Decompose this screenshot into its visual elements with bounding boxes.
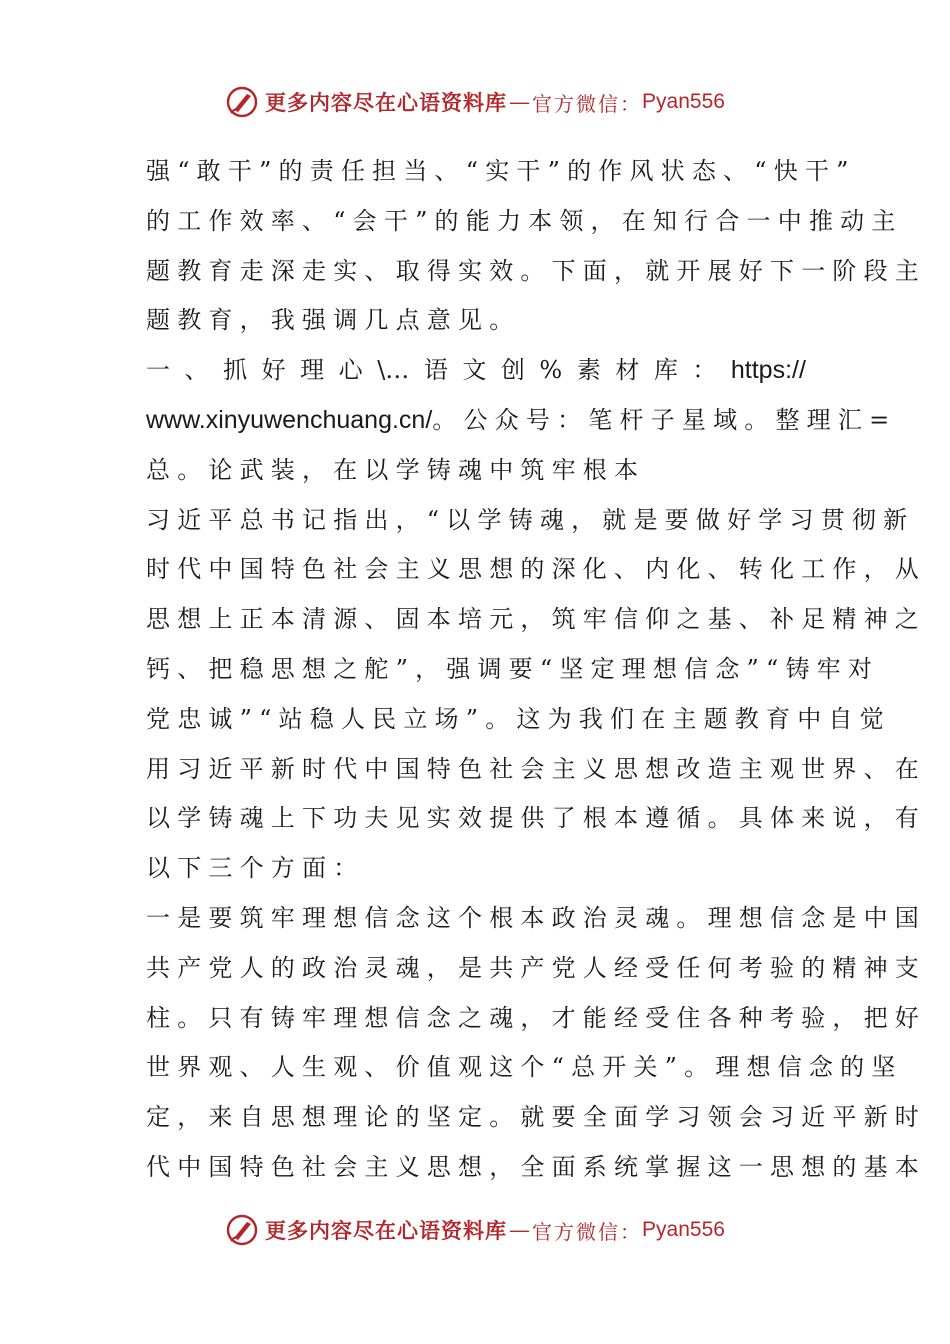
heading-char: \…	[377, 356, 410, 385]
paragraph-line: 习近平总书记指出，“以学铸魂，就是要做好学习贯彻新	[146, 505, 915, 534]
heading-char: 文	[462, 356, 487, 385]
paragraph-line: 钙、把稳思想之舵”，强调要“坚定理想信念”“铸牢对	[146, 654, 880, 683]
footer-dash: —	[509, 1218, 531, 1242]
url-trailing-text: 。公众号：笔杆子星域。整理汇=	[432, 405, 897, 434]
quill-logo-icon	[225, 1213, 259, 1247]
heading-char: 库	[653, 356, 678, 385]
paragraph-line: 以下三个方面：	[146, 854, 365, 883]
paragraph-line: 的工作效率、“会干”的能力本领，在知行合一中推动主	[146, 206, 903, 235]
heading-char: 心	[338, 356, 363, 385]
heading-char: 语	[423, 356, 448, 385]
header-main-text: 更多内容尽在心语资料库	[265, 90, 508, 115]
paragraph-line: 共产党人的政治灵魂，是共产党人经受任何考验的精神支	[146, 953, 926, 982]
header-wechat-id: Pyan556	[642, 90, 725, 113]
footer-banner	[0, 1210, 950, 1250]
paragraph-line: 题教育走深走实、取得实效。下面，就开展好下一阶段主	[146, 256, 926, 285]
url-text: www.xinyuwenchuang.cn/	[146, 405, 433, 434]
heading-char: %	[539, 356, 563, 385]
paragraph-line: 定，来自思想理论的坚定。就要全面学习领会习近平新时	[146, 1103, 926, 1132]
heading-char: 理	[300, 356, 325, 385]
footer-label: 官方微信：	[532, 1219, 643, 1244]
paragraph-line: 题教育，我强调几点意见。	[146, 306, 521, 335]
section-heading-line	[146, 346, 806, 396]
paragraph-line: 柱。只有铸牢理想信念之魂，才能经受住各种考验，把好	[146, 1003, 926, 1032]
heading-char: ：	[692, 356, 717, 385]
footer-wechat-id: Pyan556	[642, 1218, 725, 1241]
paragraph-line: 党忠诚”“站稳人民立场”。这为我们在主题教育中自觉	[146, 704, 891, 733]
paragraph-line: 总。论武装，在以学铸魂中筑牢根本	[146, 455, 646, 484]
paragraph-line: 思想上正本清源、固本培元，筑牢信仰之基、补足精神之	[146, 605, 926, 634]
document-body	[146, 147, 926, 1193]
header-label: 官方微信：	[532, 91, 643, 116]
paragraph-line: 一是要筑牢理想信念这个根本政治灵魂。理想信念是中国	[146, 903, 926, 932]
header-dash: —	[509, 90, 531, 114]
heading-char: 、	[184, 356, 209, 385]
paragraph-line: 强“敢干”的责任担当、“实干”的作风状态、“快干”	[146, 157, 856, 185]
footer-main-text: 更多内容尽在心语资料库	[265, 1218, 508, 1243]
url-fragment: https://	[730, 356, 806, 385]
paragraph-line: 用习近平新时代中国特色社会主义思想改造主观世界、在	[146, 754, 926, 783]
heading-char: 材	[615, 356, 640, 385]
quill-logo-icon	[225, 85, 259, 119]
paragraph-line: 世界观、人生观、价值观这个“总开关”。理想信念的坚	[146, 1053, 903, 1082]
paragraph-line	[146, 396, 897, 446]
paragraph-line: 时代中国特色社会主义思想的深化、内化、转化工作，从	[146, 555, 926, 584]
heading-char: 抓	[223, 356, 248, 385]
heading-char: 一	[146, 356, 170, 385]
paragraph-line: 以学铸魂上下功夫见实效提供了根本遵循。具体来说，有	[146, 804, 926, 833]
header-banner	[0, 82, 950, 122]
heading-char: 好	[261, 356, 286, 385]
heading-char: 创	[500, 356, 525, 385]
paragraph-line: 代中国特色社会主义思想，全面系统掌握这一思想的基本	[146, 1152, 926, 1181]
heading-char: 素	[576, 356, 601, 385]
